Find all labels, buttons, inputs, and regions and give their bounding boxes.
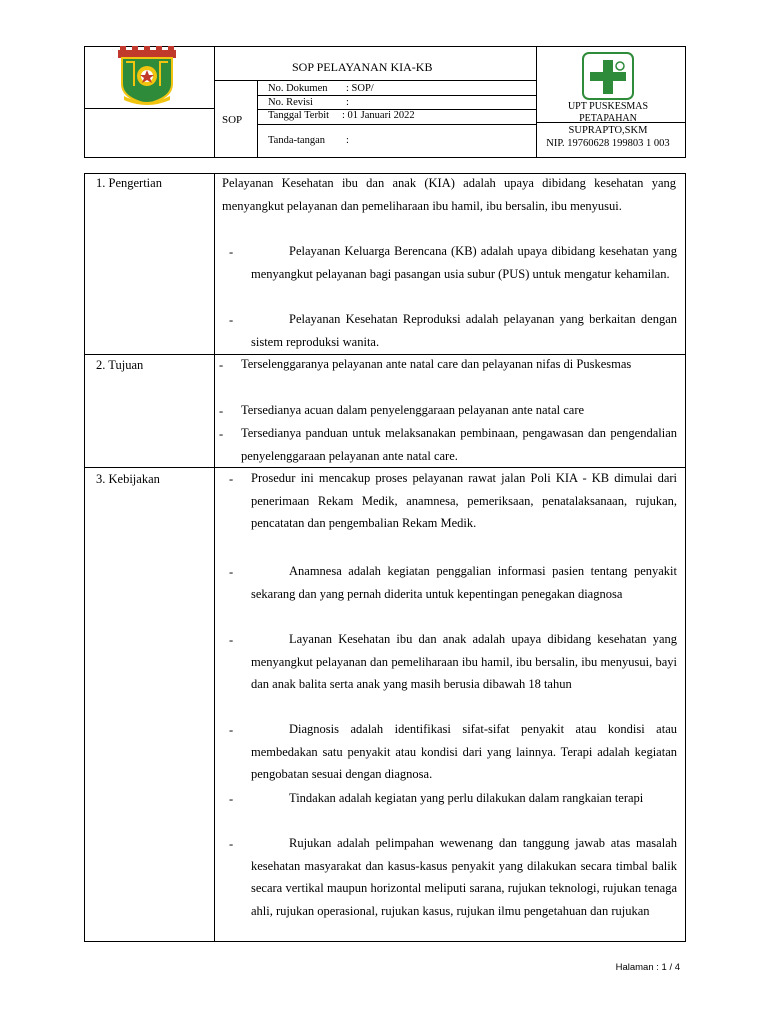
bullet-dash: - (229, 313, 234, 327)
bullet-dash: - (219, 358, 224, 372)
pengertian-item: Pelayanan Kesehatan Reproduksi adalah pelayanan yang berkaitan dengan sistem reproduksi wanita. (251, 312, 677, 349)
tujuan-item: Tersedianya panduan untuk melaksanakan pembinaan, pengawasan dan pengendalian penyelenggaraan pelayanan ante natal care. (241, 426, 677, 463)
regency-logo (112, 46, 182, 108)
sop-label: SOP (222, 114, 243, 126)
no-dokumen-label: No. Dokumen (268, 83, 328, 94)
tanda-tangan-value: : (346, 135, 349, 146)
pengertian-intro: Pelayanan Kesehatan ibu dan anak (KIA) adalah upaya dibidang kesehatan yang menyangkut pelayanan dan pemeliharaan ibu hamil, ibu bersalin, ibu menyusui. (222, 176, 676, 213)
bullet-dash: - (219, 427, 224, 441)
kebijakan-item: Anamnesa adalah kegiatan penggalian informasi pasien tentang penyakit sekarang dan yang pernah diderita untuk kepentingan penegakan diagnosa (251, 564, 677, 601)
head-nip: NIP. 19760628 199803 1 003 (546, 138, 670, 149)
head-name: SUPRAPTO,SKM (568, 125, 648, 136)
tujuan-item: Tersedianya acuan dalam penyelenggaraan pelayanan ante natal care (241, 403, 585, 417)
section-label-pengertian: 1. Pengertian (96, 176, 162, 190)
bullet-dash: - (229, 723, 234, 737)
kebijakan-item: Diagnosis adalah identifikasi sifat-sifat penyakit atau kondisi atau membedakan satu penyakit atau kondisi dari yang lainnya. Terapi adalah kegiatan pengobatan sesuai dengan diagnosa. (251, 722, 677, 782)
bullet-dash: - (229, 565, 234, 579)
bullet-dash: - (229, 837, 234, 851)
no-revisi-value: : (346, 97, 349, 108)
bullet-dash: - (229, 472, 234, 486)
tujuan-item: Terselenggaranya pelayanan ante natal care dan pelayanan nifas di Puskesmas (241, 357, 632, 371)
tanggal-terbit-label: Tanggal Terbit (268, 110, 330, 121)
no-dokumen-value: : SOP/ (346, 83, 374, 94)
tanggal-terbit-value: : 01 Januari 2022 (342, 110, 415, 121)
kebijakan-item: Rujukan adalah pelimpahan wewenang dan tanggung jawab atas masalah kesehatan masyarakat dan kasus-kasus penyakit yang dilakukan secara timbal balik secara vertikal maupun horizontal meliputi sarana, rujukan teknologi, rujukan tenaga ahli, rujukan operasional, rujukan kasus, rujukan ilmu pengetahuan dan rujukan (251, 836, 677, 918)
kebijakan-item: Prosedur ini mencakup proses pelayanan rawat jalan Poli KIA - KB dimulai dari penerimaan Rekam Medik, anamnesa, pemeriksaan, penatalaksanaan, rujukan, pencatatan dan pengembalian Rekam Medik. (251, 471, 677, 531)
section-label-kebijakan: 3. Kebijakan (96, 472, 160, 486)
bullet-dash: - (229, 245, 234, 259)
bullet-dash: - (229, 633, 234, 647)
kebijakan-item: Tindakan adalah kegiatan yang perlu dilakukan dalam rangkaian terapi (289, 791, 644, 805)
no-revisi-label: No. Revisi (268, 97, 313, 108)
upt-name: UPT PUSKESMAS PETAPAHAN (567, 101, 649, 124)
puskesmas-logo-icon (582, 52, 634, 100)
section-label-tujuan: 2. Tujuan (96, 358, 144, 372)
kebijakan-item: Layanan Kesehatan ibu dan anak adalah upaya dibidang kesehatan yang menyangkut pelayanan dan pemeliharaan ibu hamil, ibu bersalin, ibu menyusui, bayi dan anak balita serta anak yang masih berusia dibawah 18 tahun (251, 632, 677, 692)
bullet-dash: - (219, 404, 224, 418)
bullet-dash: - (229, 792, 234, 806)
document-title: SOP PELAYANAN KIA-KB (292, 60, 433, 74)
page-number: Halaman : 1 / 4 (615, 962, 680, 973)
tanda-tangan-label: Tanda-tangan (268, 135, 325, 146)
pengertian-item: Pelayanan Keluarga Berencana (KB) adalah upaya dibidang kesehatan yang menyangkut pelayanan bagi pasangan usia subur (PUS) untuk mengatur kehamilan. (251, 244, 677, 281)
